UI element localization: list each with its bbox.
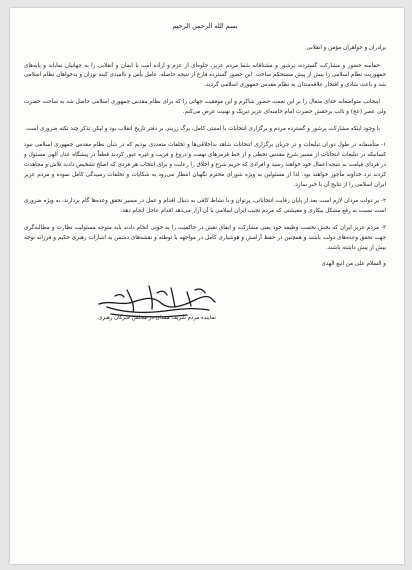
letter-body xyxy=(10,22,404,324)
letter-page xyxy=(10,8,404,564)
signature-caption: نماینده مردم شریف همدان در مجلس خبرگان رهبری xyxy=(98,315,216,322)
paragraph-point-1: ۱- متأسفانه در طول دوران تبلیغات و در جریان برگزاری انتخابات شاهد بداخلاقی‌ها و تخلفات متعددی بودیم که در شأن نظام مقدس جمهوری اسلامی نبود کسانیکه در تبلیغات انتخابات از مسیر شرع مقدس تخطی و از خط قرمزهای تهمت و دروغ و فریب و غیره عبور کردند قطعاً در پیشگاه عدل الهی مسئول و در فردای قیامت به نتیجه اعمال خود خواهند رسید و افرادی که حریم شرع و اخلاق را رعایت و برای انتخاب هر فردی که اصلح تشخیص دادند تلاش و مجاهدت کردند نزد خداوند مأجور خواهند بود. لذا از مسئولین به ویژه شورای محترم نگهبان انتظار می‌رود به شکایات و تخلفات رسیدگی کامل نموده و مردم عزیز ایران اسلامی را از نتایج آن با خبر سازد. xyxy=(24,142,386,188)
basmala-heading: بسم الله الرحمن الرحیم xyxy=(172,22,238,30)
paragraph-2: اینجانب متواضعانه خدای متعال را بر این نعمت حضور شاکرم و این موفقیت جهانی را که برای نظام مقدس جمهوری اسلامی حاصل شد به ساحت حضرت ولی عصر (عج) و نائب برحقش حضرت امام خامنه‌ای عزیز تبریک و تهنیت عرض می‌کنم. xyxy=(24,98,386,115)
paragraph-3: با وجود اینکه مشارکت پرشور و گسترده مردم و برگزاری انتخابات با امنیتی کامل، برگ زرینی بر دفتر تاریخ انقلاب بود و لیکن تذکر چند نکته ضروری است. xyxy=(24,125,380,132)
paragraph-1: حماسه حضور و مشارکت گسترده، پرشور و مشتاقانه شما مردم عزیز، جلوه‌ای از عزم و اراده امت با ایمان و انقلابی را به جهانیان نمایاند و پایه‌های جمهوریت نظام اسلامی را بیش از پیش مستحکم ساخت. این حضور گسترده فارغ از نتیجه حاصله، عامل یأس و ناامیدی کینه توزان و بدخواهان نظام اسلامی شد و باعث شادی و افتخار علاقه‌مندان به نظام مقدس جمهوری اسلامی گردید. xyxy=(24,62,386,89)
signature-block xyxy=(24,276,386,324)
closing-line: و السلام علی من اتبع الهدی xyxy=(321,261,386,268)
paragraph-point-3: ۳- مردم عزیز ایران که بخش نخست وظیفه خود یعنی مشارکت و ایفای نقش در حاکمیت را به خوبی انجام دادند باید متوجه مسئولیت نظارت و مطالبه‌گری جهت تحقق وعده‌های دولت باشند و همچنین در حفظ آرامش و هوشیاری کامل در مواجهه با توطئه و نقشه‌های دشمن به اشارات رهبری حکیم و فرزانه توجه بیش از پیش داشته باشند. xyxy=(24,224,386,251)
salutation: برادران و خواهران مؤمن و انقلابی xyxy=(306,44,386,51)
paragraph-point-2: ۲- بر دولت مردان لازم است بعد از پایان رقابت انتخاباتی، پرتوان و با نشاط کافی به دنبال اقدام و عمل در مسیر تحقق وعده‌ها گام بردارند، به ویژه ضروری است نسبت به رفع مشکل بیکاری و معیشتی که مردم نجیب ایران اسلامی با آن آزار می‌دهد اقدام عاجل انجام دهد. xyxy=(24,198,386,215)
